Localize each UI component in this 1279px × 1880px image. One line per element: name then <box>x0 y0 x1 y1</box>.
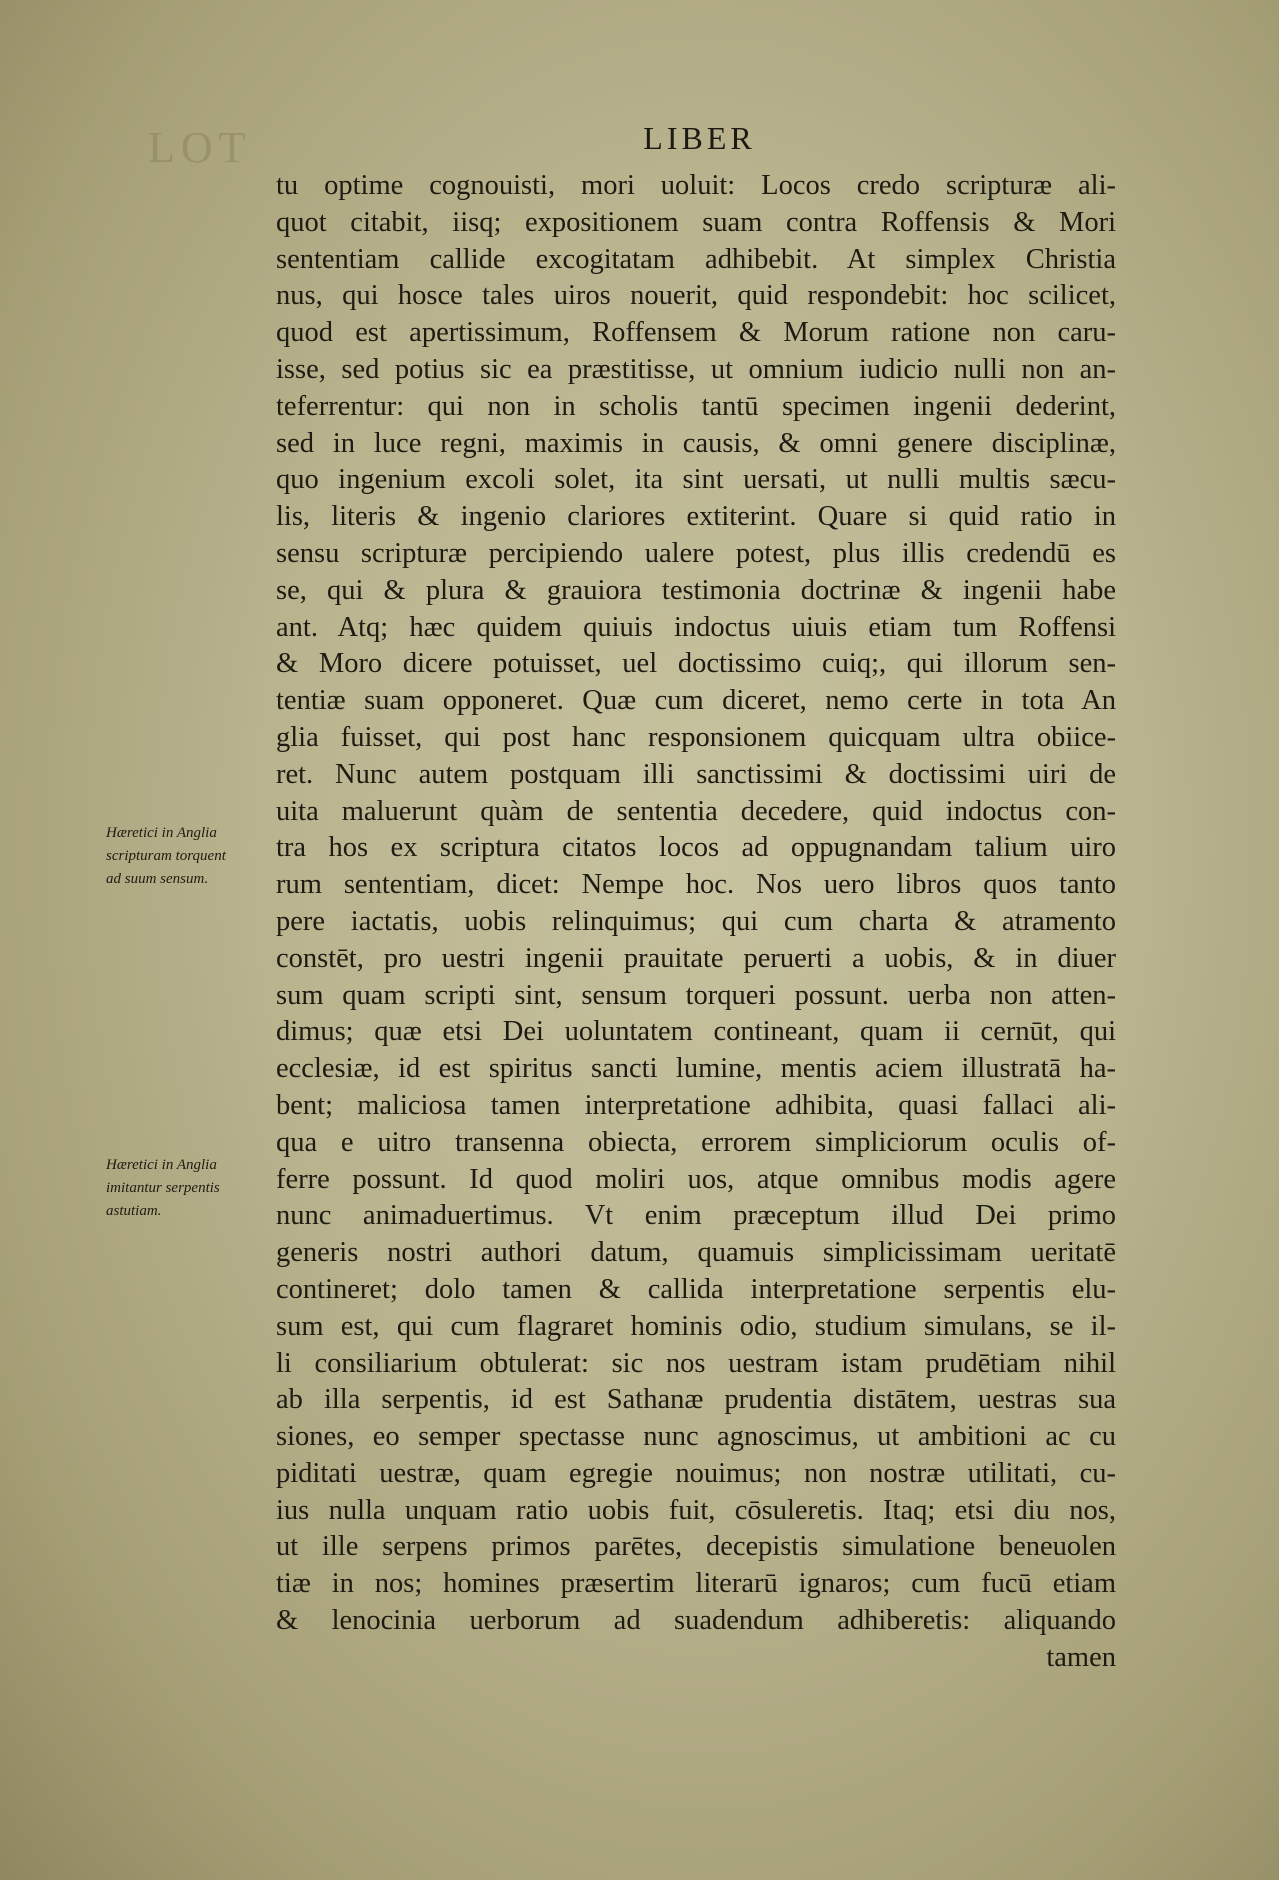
marginal-note-heretics-serpent <box>106 1154 276 1223</box>
text-line: siones, eo semper spectasse nunc agnoscimus, ut ambitioni ac cu <box>276 1421 1116 1453</box>
text-line: sum est, qui cum flagraret hominis odio, studium simulans, se il- <box>276 1310 1116 1342</box>
text-line: sum quam scripti sint, sensum torqueri possunt. uerba non atten- <box>276 979 1116 1011</box>
text-line: ferre possunt. Id quod moliri uos, atque omnibus modis agere <box>276 1163 1116 1195</box>
catchword: tamen <box>1046 1641 1116 1673</box>
text-line: tiæ in nos; homines præsertim literarū ignaros; cum fucū etiam <box>276 1568 1116 1600</box>
text-line: uita maluerunt quàm de sententia decedere, quid indoctus con- <box>276 795 1116 827</box>
text-line: tentiæ suam opponeret. Quæ cum diceret, nemo certe in tota An <box>276 685 1116 717</box>
running-head: LIBER <box>643 120 756 156</box>
text-line: rum sententiam, dicet: Nempe hoc. Nos uero libros quos tanto <box>276 869 1116 901</box>
text-line: tu optime cognouisti, mori uoluit: Locos credo scripturæ ali- <box>276 170 1116 201</box>
marginal-note-heretics-scripture <box>106 822 276 891</box>
text-line: teferrentur: qui non in scholis tantū specimen ingenii dederint, <box>276 390 1116 422</box>
text-line: ret. Nunc autem postquam illi sanctissimi & doctissimi uiri de <box>276 758 1116 790</box>
text-line: constēt, pro uestri ingenii prauitate peruerti a uobis, & in diuer <box>276 942 1116 974</box>
text-line: & Moro dicere potuisset, uel doctissimo cuiq;, qui illorum sen- <box>276 648 1116 680</box>
marginal-note-line: scripturam torquent <box>106 848 226 864</box>
text-line: ius nulla unquam ratio uobis fuit, cōsuleretis. Itaq; etsi diu nos, <box>276 1494 1116 1526</box>
text-line: quo ingenium excoli solet, ita sint uersati, ut nulli multis sæcu- <box>276 464 1116 496</box>
text-line: ut ille serpens primos parētes, decepistis simulatione beneuolen <box>276 1531 1116 1563</box>
text-line: contineret; dolo tamen & callida interpretatione serpentis elu- <box>276 1273 1116 1305</box>
text-line: dimus; quæ etsi Dei uoluntatem contineant, quam ii cernūt, qui <box>276 1016 1116 1048</box>
marginal-note-line: imitantur serpentis <box>106 1180 220 1196</box>
text-line: bent; maliciosa tamen interpretatione adhibita, quasi fallaci ali- <box>276 1089 1116 1121</box>
text-line: qua e uitro transenna obiecta, errorem simpliciorum oculis of- <box>276 1126 1116 1158</box>
text-line: ant. Atq; hæc quidem quiuis indoctus uiuis etiam tum Roffensi <box>276 611 1116 643</box>
text-line: glia fuisset, qui post hanc responsionem quicquam ultra obiice- <box>276 721 1116 753</box>
text-line: lis, literis & ingenio clariores extiterint. Quare si quid ratio in <box>276 501 1116 533</box>
text-line: nus, qui hosce tales uiros nouerit, quid respondebit: hoc scilicet, <box>276 280 1116 312</box>
text-line: generis nostri authori datum, quamuis simplicissimam ueritatē <box>276 1237 1116 1269</box>
text-line: li consiliarium obtulerat: sic nos uestram istam prudētiam nihil <box>276 1347 1116 1379</box>
body-text <box>276 168 1116 1677</box>
marginal-note-line: ad suum sensum. <box>106 871 209 887</box>
bleed-through-text: LOT <box>148 123 252 172</box>
text-line: sententiam callide excogitatam adhibebit. At simplex Christia <box>276 243 1116 275</box>
text-line: quod est apertissimum, Roffensem & Morum ratione non caru- <box>276 317 1116 349</box>
text-line: tra hos ex scriptura citatos locos ad oppugnandam talium uiro <box>276 832 1116 864</box>
text-line: ab illa serpentis, id est Sathanæ prudentia distātem, uestras sua <box>276 1384 1116 1416</box>
text-line: ecclesiæ, id est spiritus sancti lumine, mentis aciem illustratā ha- <box>276 1053 1116 1085</box>
text-line: se, qui & plura & grauiora testimonia doctrinæ & ingenii habe <box>276 574 1116 606</box>
text-line: sed in luce regni, maximis in causis, & omni genere disciplinæ, <box>276 427 1116 459</box>
marginal-note-line: astutiam. <box>106 1203 162 1219</box>
text-line: & lenocinia uerborum ad suadendum adhiberetis: aliquando <box>276 1605 1116 1637</box>
text-line: quot citabit, iisq; expositionem suam contra Roffensis & Mori <box>276 206 1116 238</box>
marginal-note-line: Hæretici in Anglia <box>106 825 217 841</box>
text-line: sensu scripturæ percipiendo ualere potest, plus illis credendū es <box>276 537 1116 569</box>
text-line: isse, sed potius sic ea præstitisse, ut omnium iudicio nulli non an- <box>276 353 1116 385</box>
marginal-note-line: Hæretici in Anglia <box>106 1157 217 1173</box>
text-line: piditati uestræ, quam egregie nouimus; non nostræ utilitati, cu- <box>276 1457 1116 1489</box>
text-line: nunc animaduertimus. Vt enim præceptum illud Dei primo <box>276 1200 1116 1232</box>
text-line: pere iactatis, uobis relinquimus; qui cum charta & atramento <box>276 905 1116 937</box>
